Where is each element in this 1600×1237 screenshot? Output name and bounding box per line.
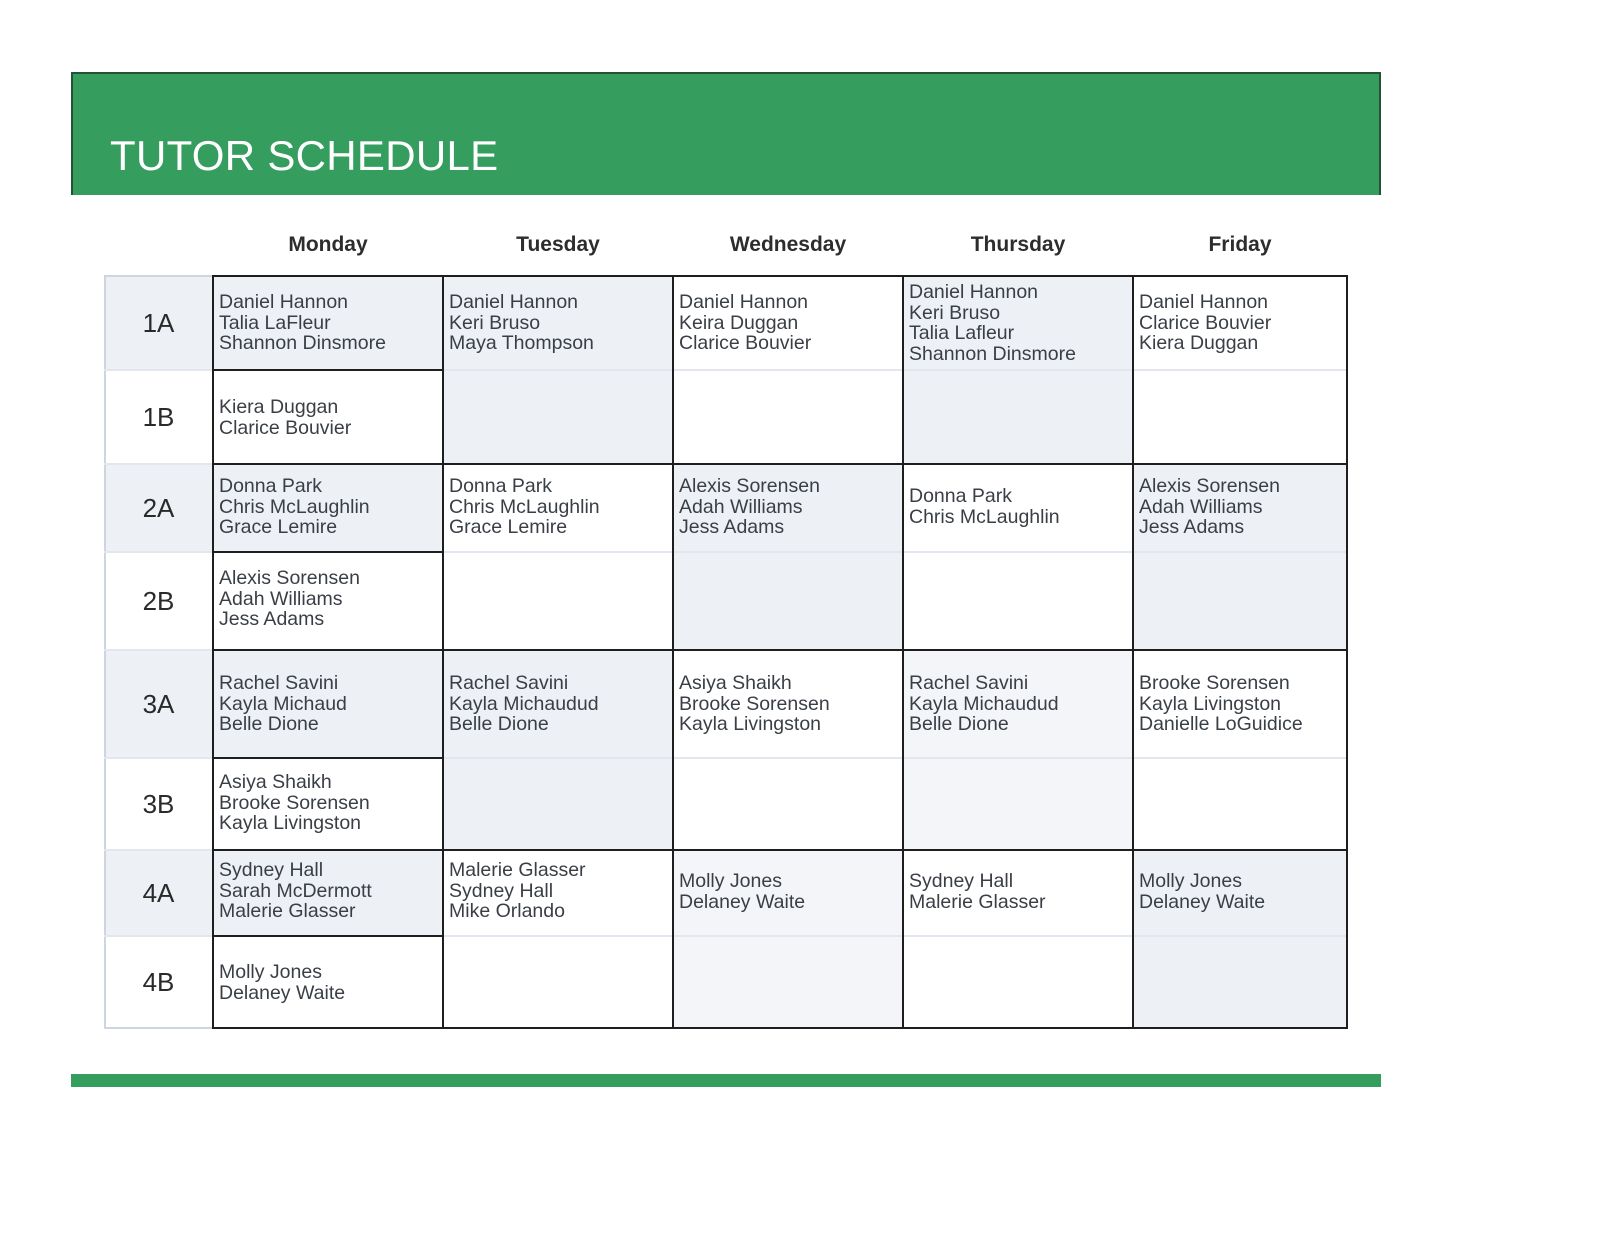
grid-line <box>212 551 444 553</box>
footer-band <box>71 1074 1381 1087</box>
tutor-name: Adah Williams <box>1139 495 1263 518</box>
tutor-name: Kayla Livingston <box>679 713 822 735</box>
tutor-name: Kayla Michaud <box>219 692 347 715</box>
grid-line <box>104 551 213 553</box>
grid-line <box>212 369 444 371</box>
grid-line <box>212 275 1348 277</box>
cell-monday-4a <box>213 850 443 936</box>
tutor-name: Belle Dione <box>449 713 549 735</box>
tutor-name: Rachel Savini <box>909 672 1029 694</box>
grid-line <box>443 369 1347 371</box>
grid-line <box>104 1027 213 1029</box>
cell-monday-4b <box>213 936 443 1028</box>
tutor-name: Molly Jones <box>219 961 322 983</box>
cell-monday-1a <box>213 276 443 370</box>
tutor-name: Adah Williams <box>219 587 343 610</box>
tutor-name: Keira Duggan <box>679 311 799 334</box>
tutor-name: Sydney Hall <box>449 879 554 902</box>
tutor-name: Daniel Hannon <box>219 291 349 313</box>
tutor-name: Malerie Glasser <box>449 859 586 881</box>
tutor-name: Malerie Glasser <box>909 890 1046 913</box>
grid-line <box>104 275 213 277</box>
tutor-name: Jess Adams <box>1139 516 1245 538</box>
tutor-name: Kayla Michaudud <box>449 692 599 715</box>
tutor-name: Jess Adams <box>679 516 785 538</box>
tutor-name: Daniel Hannon <box>909 281 1039 303</box>
cell-thursday-2 <box>903 464 1133 650</box>
tutor-name: Kayla Michaudud <box>909 692 1059 715</box>
tutor-name: Kiera Duggan <box>219 396 339 418</box>
period-4a: 4A <box>104 850 213 936</box>
grid-line <box>104 369 213 371</box>
cell-wednesday-2 <box>673 464 903 650</box>
tutor-name: Shannon Dinsmore <box>909 342 1076 365</box>
tutor-name: Kayla Livingston <box>1139 692 1282 715</box>
day-header-tuesday: Tuesday <box>516 233 600 256</box>
tutor-name: Chris McLaughlin <box>909 505 1060 528</box>
tutor-name: Shannon Dinsmore <box>219 332 386 354</box>
cell-wednesday-4 <box>673 850 903 1028</box>
tutor-name: Sydney Hall <box>909 870 1014 892</box>
tutor-name: Asiya Shaikh <box>219 771 332 793</box>
tutor-name: Grace Lemire <box>219 516 338 538</box>
tutor-name: Delaney Waite <box>1139 890 1266 913</box>
period-4b: 4B <box>142 966 175 997</box>
cell-tuesday-2 <box>443 464 673 650</box>
tutor-name: Keri Bruso <box>909 301 1001 324</box>
tutor-name: Daniel Hannon <box>449 291 579 313</box>
tutor-name: Donna Park <box>909 485 1012 507</box>
tutor-name: Rachel Savini <box>219 672 339 694</box>
grid-line <box>212 757 444 759</box>
tutor-name: Clarice Bouvier <box>219 416 352 439</box>
cell-friday-2 <box>1133 464 1347 650</box>
tutor-name: Donna Park <box>219 475 322 497</box>
tutor-name: Donna Park <box>449 475 552 497</box>
grid-line <box>104 463 213 465</box>
day-header-monday: Monday <box>288 233 368 256</box>
cell-friday-4 <box>1133 850 1347 1028</box>
grid-line <box>212 275 214 1029</box>
tutor-name: Belle Dione <box>219 713 319 735</box>
period-2a: 2A <box>104 464 213 552</box>
grid-line <box>212 463 1348 465</box>
tutor-name: Sarah McDermott <box>219 879 372 902</box>
page-title: TUTOR SCHEDULE <box>110 132 499 179</box>
cell-monday-3b <box>213 758 443 850</box>
grid-line <box>443 935 1347 937</box>
tutor-name: Kiera Duggan <box>1139 332 1259 354</box>
cell-thursday-4 <box>903 850 1133 1028</box>
tutor-name: Brooke Sorensen <box>679 692 830 715</box>
grid-line <box>902 275 904 1029</box>
cell-monday-1b <box>213 370 443 464</box>
grid-line <box>1346 275 1348 1029</box>
cell-wednesday-3 <box>673 650 903 850</box>
grid-line <box>104 757 213 759</box>
grid-line <box>212 649 1348 651</box>
tutor-name: Daniel Hannon <box>679 291 809 313</box>
grid-line <box>212 849 1348 851</box>
cell-tuesday-4 <box>443 850 673 1028</box>
header-band <box>71 72 1381 195</box>
grid-line <box>104 849 213 851</box>
tutor-name: Jess Adams <box>219 608 325 630</box>
cell-tuesday-3 <box>443 650 673 850</box>
tutor-name: Clarice Bouvier <box>1139 311 1272 334</box>
period-1a: 1A <box>104 276 213 370</box>
grid-line <box>212 1027 1348 1029</box>
cell-thursday-3 <box>903 650 1133 850</box>
grid-line <box>442 275 444 1029</box>
tutor-name: Rachel Savini <box>449 672 569 694</box>
day-header-thursday: Thursday <box>970 233 1066 256</box>
period-1b: 1B <box>142 401 175 432</box>
grid-line <box>104 649 213 651</box>
tutor-name: Chris McLaughlin <box>449 495 600 518</box>
tutor-name: Grace Lemire <box>449 516 568 538</box>
tutor-name: Asiya Shaikh <box>679 672 792 694</box>
grid-line <box>1132 275 1134 1029</box>
cell-monday-2a <box>213 464 443 552</box>
tutor-name: Sydney Hall <box>219 859 324 881</box>
period-3b: 3B <box>142 788 175 819</box>
grid-line <box>104 276 106 1028</box>
cell-monday-3a <box>213 650 443 758</box>
cell-monday-2b <box>213 552 443 650</box>
tutor-name: Delaney Waite <box>679 890 806 913</box>
tutor-name: Belle Dione <box>909 713 1009 735</box>
tutor-name: Malerie Glasser <box>219 900 356 922</box>
tutor-name: Maya Thompson <box>449 332 594 354</box>
cell-friday-3 <box>1133 650 1347 850</box>
tutor-name: Molly Jones <box>679 870 782 892</box>
grid-line <box>672 275 674 1029</box>
tutor-name: Keri Bruso <box>449 311 541 334</box>
tutor-name: Clarice Bouvier <box>679 332 812 354</box>
tutor-name: Chris McLaughlin <box>219 495 370 518</box>
tutor-name: Daniel Hannon <box>1139 291 1269 313</box>
tutor-name: Talia LaFleur <box>219 311 331 334</box>
tutor-name: Alexis Sorensen <box>219 567 360 589</box>
tutor-name: Delaney Waite <box>219 981 346 1004</box>
period-3a: 3A <box>104 650 213 758</box>
tutor-name: Alexis Sorensen <box>679 475 820 497</box>
grid-line <box>443 551 1347 553</box>
tutor-name: Kayla Livingston <box>219 812 362 834</box>
day-header-friday: Friday <box>1208 233 1272 256</box>
tutor-name: Brooke Sorensen <box>219 791 370 814</box>
tutor-name: Alexis Sorensen <box>1139 475 1280 497</box>
tutor-name: Danielle LoGuidice <box>1139 713 1303 735</box>
grid-line <box>104 935 213 937</box>
period-2b: 2B <box>142 585 175 616</box>
tutor-name: Molly Jones <box>1139 870 1242 892</box>
tutor-name: Adah Williams <box>679 495 803 518</box>
tutor-name: Brooke Sorensen <box>1139 672 1290 694</box>
grid-line <box>443 757 1347 759</box>
grid-line <box>212 935 444 937</box>
day-header-wednesday: Wednesday <box>729 233 847 256</box>
tutor-name: Talia Lafleur <box>909 322 1015 344</box>
tutor-name: Mike Orlando <box>449 900 565 922</box>
